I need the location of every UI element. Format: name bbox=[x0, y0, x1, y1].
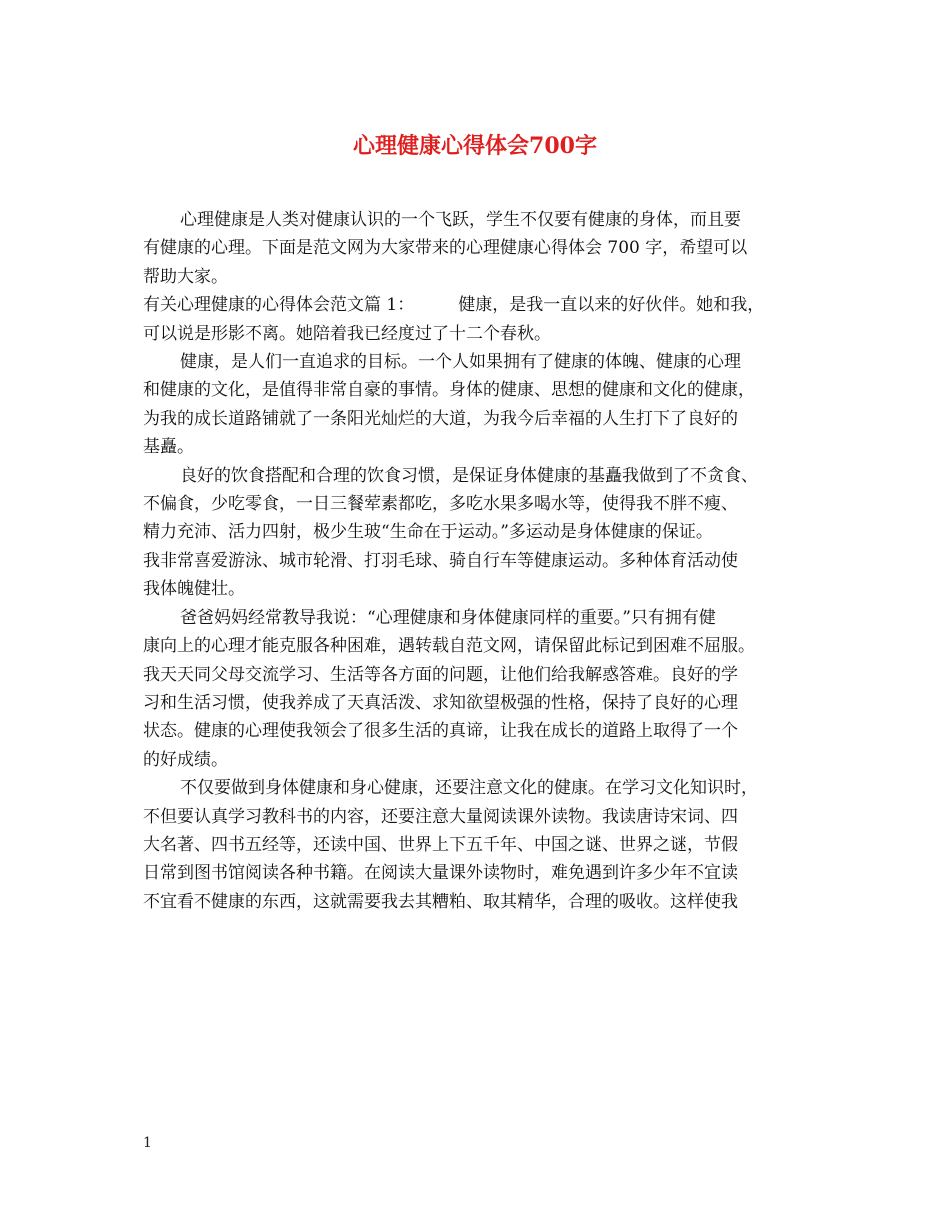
text-line: 我体魄健壮。 bbox=[143, 579, 245, 600]
text-line: 有健康的心理。下面是范文网为大家带来的心理健康心得体会 700 字，希望可以 bbox=[143, 238, 748, 259]
text-line: 为我的成长道路铺就了一条阳光灿烂的大道，为我今后幸福的人生打下了良好的 bbox=[143, 408, 738, 429]
text-line: 精力充沛、活力四射，极少生玻“生命在于运动。”多运动是身体健康的保证。 bbox=[143, 522, 713, 543]
text-line: 心理健康是人类对健康认识的一个飞跃，学生不仅要有健康的身体，而且要 bbox=[180, 210, 741, 230]
text-line: 的好成绩。 bbox=[143, 749, 228, 770]
text-run: 健康，是我一直以来的好伙伴。她和我， bbox=[458, 295, 765, 316]
document-body bbox=[143, 206, 823, 916]
text-line: 习和生活习惯，使我养成了天真活泼、求知欲望极强的性格，保持了良好的心理 bbox=[143, 692, 738, 713]
text-line: 日常到图书馆阅读各种书籍。在阅读大量课外读物时，难免遇到许多少年不宜读 bbox=[143, 863, 738, 884]
text-line: 我非常喜爱游泳、城市轮滑、打羽毛球、骑自行车等健康运动。多种体育活动使 bbox=[143, 550, 738, 571]
text-line: 健康，是人们一直追求的目标。一个人如果拥有了健康的体魄、健康的心理 bbox=[180, 352, 741, 373]
text-line: 我天天同父母交流学习、生活等各方面的问题，让他们给我解惑答难。良好的学 bbox=[143, 664, 738, 685]
text-line: 爸爸妈妈经常教导我说：“心理健康和身体健康同样的重要。”只有拥有健 bbox=[180, 607, 716, 628]
text-line: 帮助大家。 bbox=[143, 266, 228, 287]
text-line: 不但要认真学习教科书的内容，还要注意大量阅读课外读物。我读唐诗宋词、四 bbox=[143, 806, 738, 827]
document-title: 心理健康心得体会700字 bbox=[353, 133, 597, 159]
text-line: 状态。健康的心理使我领会了很多生活的真谛，让我在成长的道路上取得了一个 bbox=[143, 721, 738, 742]
text-line: 不宜看不健康的东西，这就需要我去其糟粕、取其精华，合理的吸收。这样使我 bbox=[143, 891, 738, 912]
section-heading: 有关心理健康的心得体会范文篇 1： bbox=[143, 295, 415, 316]
text-line: 不偏食，少吃零食，一日三餐荤素都吃，多吃水果多喝水等，使得我不胖不瘦、 bbox=[143, 494, 738, 515]
text-line: 可以说是形影不离。她陪着我已经度过了十二个春秋。 bbox=[143, 323, 551, 344]
text-line-combined bbox=[143, 291, 823, 319]
text-line: 良好的饮食搭配和合理的饮食习惯，是保证身体健康的基矗我做到了不贪食、 bbox=[180, 465, 758, 486]
text-line: 基矗。 bbox=[143, 437, 194, 458]
text-line: 不仅要做到身体健康和身心健康，还要注意文化的健康。在学习文化知识时， bbox=[180, 778, 758, 799]
text-line: 大名著、四书五经等，还读中国、世界上下五千年、中国之谜、世界之谜，节假 bbox=[143, 834, 738, 855]
text-line: 和健康的文化，是值得非常自豪的事情。身体的健康、思想的健康和文化的健康， bbox=[143, 380, 755, 401]
text-line: 康向上的心理才能克服各种困难，遇转载自范文网，请保留此标记到困难不屈服。 bbox=[143, 636, 755, 657]
page-number: 1 bbox=[143, 1135, 152, 1151]
